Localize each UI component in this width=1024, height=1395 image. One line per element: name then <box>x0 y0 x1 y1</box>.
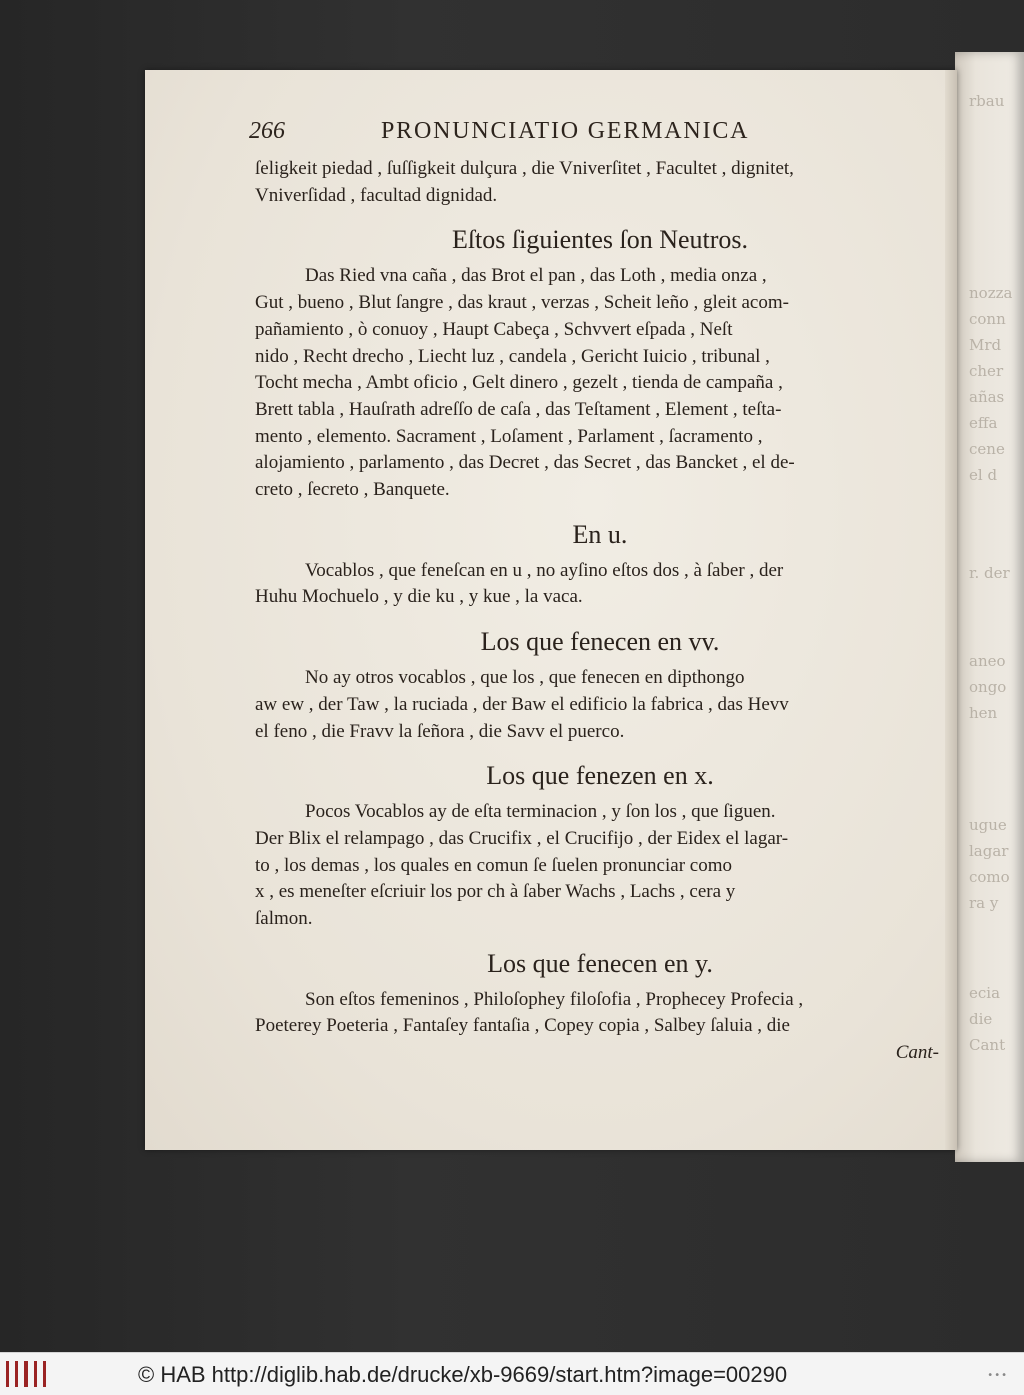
text-line: Son eſtos femeninos , Philoſophey filoſofia , Prophecey Profecia , <box>305 988 804 1010</box>
neighbour-fragment: ongo <box>969 678 1007 696</box>
text-line: ſalmon. <box>255 908 313 930</box>
neighbour-fragment: effa <box>969 414 998 432</box>
neighbour-fragment: cene <box>969 440 1005 458</box>
neighbour-fragment: ugue <box>969 816 1007 834</box>
neighbour-fragment: Mrd <box>969 336 1002 354</box>
text-line: Vniverſidad , facultad dignidad. <box>255 184 498 206</box>
book-page <box>145 70 957 1150</box>
paragraph-y <box>255 987 945 1040</box>
text-line: el feno , die Fravv la ſeñora , die Savv el puerco. <box>255 720 625 742</box>
neighbour-fragment: aneo <box>969 652 1006 670</box>
text-line: to , los demas , los quales en comun ſe ſuelen pronunciar como <box>255 854 732 876</box>
paragraph-vv <box>255 665 945 745</box>
neighbour-fragment: nozza <box>969 284 1013 302</box>
text-line: Gut , bueno , Blut ſangre , das kraut , verzas , Scheit leño , gleit acom- <box>255 292 789 314</box>
text-line: x , es meneſter eſcriuir los por ch à ſaber Wachs , Lachs , cera y <box>255 881 736 903</box>
text-line: mento , elemento. Sacrament , Loſament , Parlament , ſacramento , <box>255 425 763 447</box>
text-line: Brett tabla , Hauſrath adreſſo de caſa , das Teſtament , Element , teſta- <box>255 398 782 420</box>
text-line: No ay otros vocablos , que los , que fenecen en dipthongo <box>305 667 745 689</box>
page-text-block <box>249 118 945 1067</box>
neighbour-fragment: ra y <box>969 894 999 912</box>
text-line: Das Ried vna caña , das Brot el pan , das Loth , media onza , <box>305 265 767 287</box>
neighbour-fragment: r. der <box>969 564 1010 582</box>
neighbouring-page-strip <box>955 52 1024 1162</box>
text-line: aw ew , der Taw , la ruciada , der Baw el edificio la fabrica , das Hevv <box>255 693 789 715</box>
catchword: Cant- <box>895 1042 939 1064</box>
text-line: creto , ſecreto , Banquete. <box>255 479 450 501</box>
neighbour-fragment: conn <box>969 310 1006 328</box>
intro-paragraph <box>255 156 945 209</box>
paragraph-x <box>255 799 945 933</box>
text-line: Pocos Vocablos ay de eſta terminacion , y ſon los , que ſiguen. <box>305 801 776 823</box>
text-line: alojamiento , parlamento , das Decret , das Secret , das Bancket , el de- <box>255 452 795 474</box>
section-heading-u: En u. <box>572 519 628 549</box>
paragraph-neutros <box>255 263 945 503</box>
text-line: Poeterey Poeteria , Fantaſey fantaſia , Copey copia , Salbey ſaluia , die <box>255 1015 790 1037</box>
hab-logo-icon <box>6 1361 46 1387</box>
menu-dots-icon[interactable]: ••• <box>987 1370 1008 1381</box>
neighbour-fragment: die <box>969 1010 993 1028</box>
section-heading-x: Los que fenezen en x. <box>486 761 714 791</box>
section-heading-y: Los que fenecen en y. <box>487 948 713 978</box>
text-line: Tocht mecha , Ambt oficio , Gelt dinero , gezelt , tienda de campaña , <box>255 372 783 394</box>
page-edge <box>945 70 957 1150</box>
text-line: Huhu Mochuelo , y die ku , y kue , la vaca. <box>255 586 583 608</box>
text-line: ſeligkeit piedad , ſuſſigkeit dulçura , die Vniverſitet , Facultet , dignitet, <box>255 158 794 179</box>
text-line: nido , Recht drecho , Liecht luz , candela , Gericht Iuicio , tribunal , <box>255 345 770 367</box>
neighbour-fragment: cher <box>969 362 1004 380</box>
paragraph-u <box>255 558 945 611</box>
neighbour-fragment: el d <box>969 466 998 484</box>
neighbour-fragment: Cant <box>969 1036 1006 1054</box>
running-title: PRONUNCIATIO GERMANICA <box>381 118 750 144</box>
viewer-footer <box>0 1352 1024 1395</box>
running-head <box>249 118 945 152</box>
neighbour-fragment: rbau <box>969 92 1005 110</box>
page-number: 266 <box>249 118 285 144</box>
neighbour-fragment: hen <box>969 704 998 722</box>
neighbour-fragment: lagar <box>969 842 1009 860</box>
text-line: Vocablos , que feneſcan en u , no ayſino eſtos dos , à ſaber , der <box>305 559 784 581</box>
source-url-link[interactable]: © HAB http://diglib.hab.de/drucke/xb-9669/start.htm?image=00290 <box>138 1362 788 1387</box>
text-line: Der Blix el relampago , das Crucifix , el Crucifijo , der Eidex el lagar- <box>255 827 789 849</box>
text-line: pañamiento , ò conuoy , Haupt Cabeça , Schvvert eſpada , Neſt <box>255 318 733 340</box>
neighbour-fragment: como <box>969 868 1010 886</box>
neighbour-fragment: ecia <box>969 984 1001 1002</box>
section-heading-vv: Los que fenecen en vv. <box>480 627 720 657</box>
section-heading-neutros: Eſtos ſiguientes ſon Neutros. <box>451 225 749 255</box>
neighbour-fragment: añas <box>969 388 1005 406</box>
